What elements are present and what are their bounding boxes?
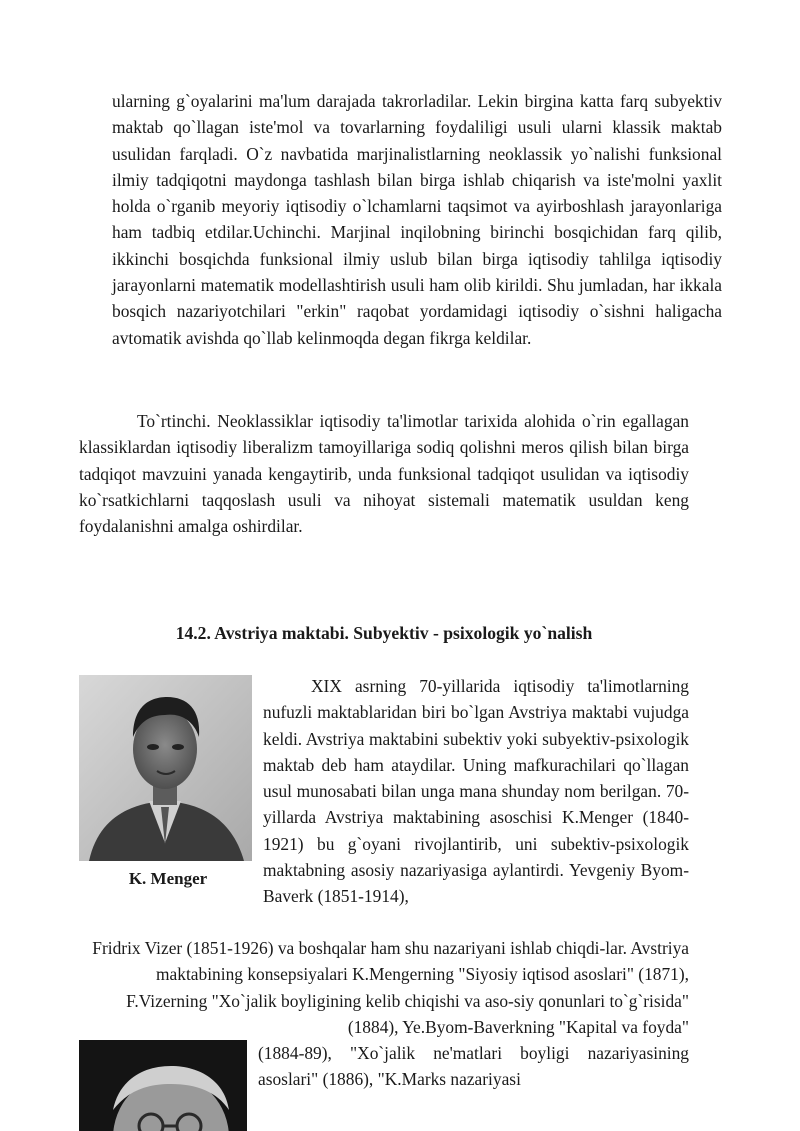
paragraph-austrian-school-works: Fridrix Vizer (1851-1926) va boshqalar ham shu nazariyani ishlab chiqdi-lar. Avstriya maktabining konsepsiyalari K.Mengerning "Siyosiy iqtisod asoslari" (1871), F.Vizerning "Xo`jalik boyligining kelib chiqishi va aso-siy qonunlari to`g`risida" (1884), Ye.Byom-Baverkning "Kapital va foyda": [92, 938, 689, 1037]
paragraph-fourth-point: To`rtinchi. Neoklassiklar iqtisodiy ta'limotlar tarixida alohida o`rin egallagan klassiklardan iqtisodiy liberalizm tamoyillariga sodiq qolishni meros qilish bilan birga tadqiqot mavzuini yanada kengaytirib, unda funksional tadqiqot usulidan va iqtisodiy ko`rsatkichlarni taqqoslash usuli va nihoyat sistemali matematik usuldan keng foydalanishni amalga oshirdilar.: [79, 411, 689, 537]
paragraph-continued-works: (1884-89), "Xo`jalik ne'matlari boyligi nazariyasining asoslari" (1886), "K.Marks nazariyasi: [258, 1043, 689, 1090]
portrait-photo-icon: [79, 1040, 247, 1131]
photo-caption: K. Menger: [128, 869, 208, 888]
menger-portrait-photo: [79, 675, 252, 861]
paragraph-continuation: ularning g`oyalarini ma'lum darajada takrorladilar. Lekin birgina katta farq subyektiv maktab qo`llagan iste'mol va tovarlarning foydaliligi usuli ularni klassik maktab usulidan farqladi. O`z navbatida marjinalistlarning neoklassik yo`nalishi funksional ilmiy tadqiqotni maydonga tashlash bilan birga ishlab chiqarish va iste'molni yaxlit holda o`rganib meyoriy iqtisodiy o`lchamlarni taqsimot va ayirboshlash jarayonlariga ham tadbiq etdilar.Uchinchi. Marjinal inqilobning birinchi bosqichidan farq qilib, ikkinchi bosqichda funksional ilmiy uslub bilan birga iqtisodiy tahlilga iqtisodiy jarayonlarni matematik modellashtirish usuli ham olib kirildi. Shu jumladan, har ikkala bosqich nazariyotchilari "erkin" raqobat yordamidagi iqtisodiy o`sishni haligacha avtomatik avishda qo`llab kelinmoqda degan fikrga keldilar.: [112, 91, 722, 348]
second-portrait-photo: [79, 1040, 247, 1131]
paragraph-austrian-school-intro: XIX asrning 70-yillarida iqtisodiy ta'limotlarning nufuzli maktablaridan biri bo`lgan Avstriya maktabi vujudga keldi. Avstriya maktabini subektiv yoki subyektiv-psixologik maktab deb ham ataydilar. Uning mafkurachilari qo`llagan usul munosabati bilan unga mana shunday nom berilgan. 70-yillarda Avstriya maktabining asoschisi K.Menger (1840-1921) bu g`oyani rivojlantirib, uni subektiv-psixologik maktabning asosiy nazariyasiga aylantirdi. Yevgeniy Byom-Baverk (1851-1914),: [263, 676, 689, 907]
portrait-photo-icon: [79, 675, 252, 861]
section-heading: 14.2. Avstriya maktabi. Subyektiv - psixologik yo`nalish: [175, 623, 593, 643]
